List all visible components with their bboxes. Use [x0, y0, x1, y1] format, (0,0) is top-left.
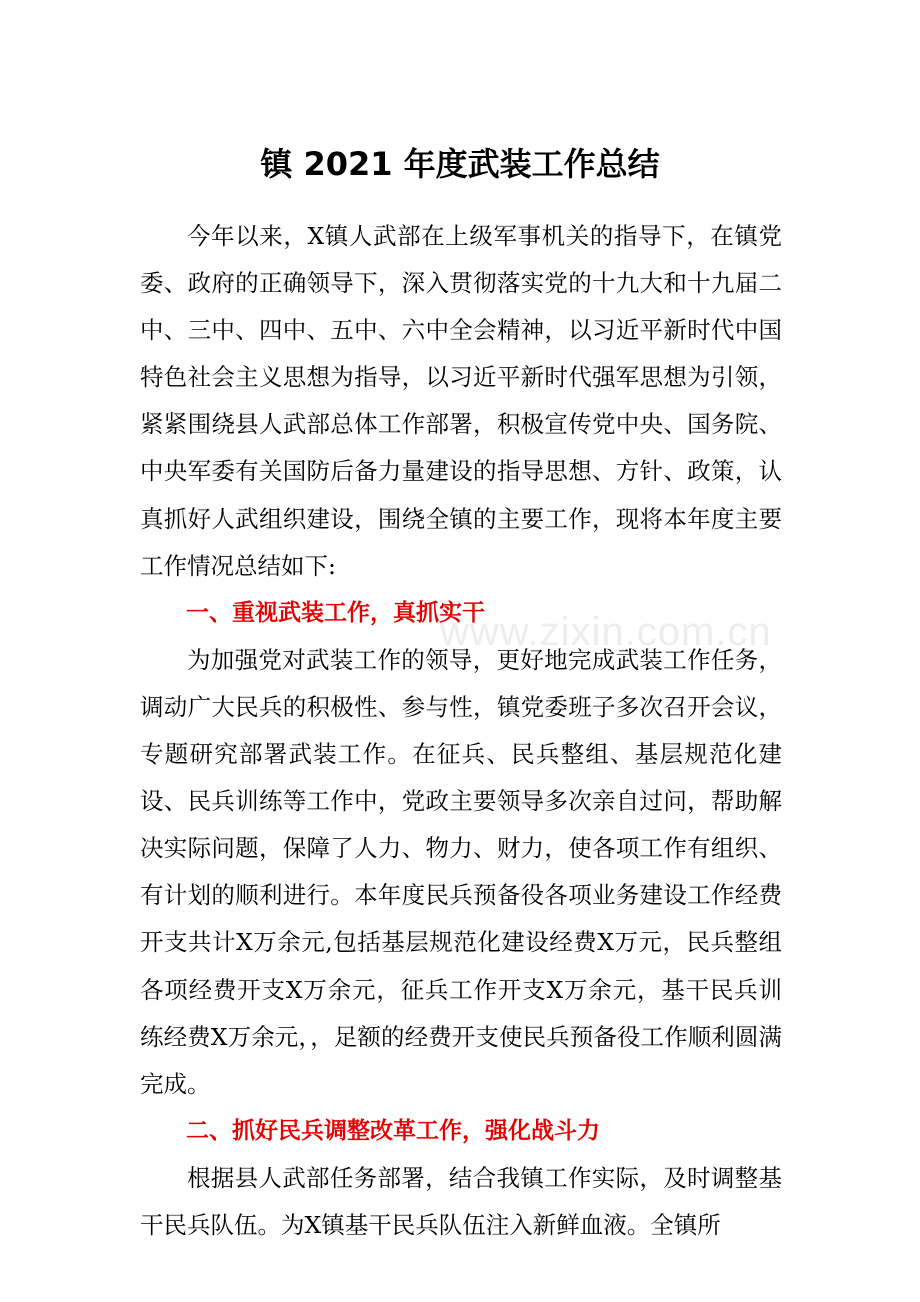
- document-body: [140, 213, 782, 1249]
- intro-paragraph: 今年以来，X镇人武部在上级军事机关的指导下，在镇党委、政府的正确领导下，深入贯彻落实党的十九大和十九届二中、三中、四中、五中、六中全会精神，以习近平新时代中国特色社会主义思想为指导，以习近平新时代强军思想为引领，紧紧围绕县人武部总体工作部署，积极宣传党中央、国务院、中央军委有关国防后备力量建设的指导思想、方针、政策，认真抓好人武组织建设，围绕全镇的主要工作，现将本年度主要工作情况总结如下:: [140, 222, 782, 580]
- section-1-paragraph: 为加强党对武装工作的领导，更好地完成武装工作任务，调动广大民兵的积极性、参与性，镇党委班子多次召开会议，专题研究部署武装工作。在征兵、民兵整组、基层规范化建设、民兵训练等工作中，党政主要领导多次亲自过问，帮助解决实际问题，保障了人力、物力、财力，使各项工作有组织、有计划的顺利进行。本年度民兵预备役各项业务建设工作经费开支共计X万余元,包括基层规范化建设经费X万元，民兵整组各项经费开支X万余元，征兵工作开支X万余元，基干民兵训练经费X万余元，，足额的经费开支使民兵预备役工作顺利圆满完成。: [140, 645, 782, 1098]
- watermark-text: www.zixin.com.cn: [440, 610, 772, 654]
- section-2-paragraph: 根据县人武部任务部署，结合我镇工作实际，及时调整基干民兵队伍。为X镇基干民兵队伍注入新鲜血液。全镇所: [140, 1163, 782, 1239]
- document-title: 镇 2021 年度武装工作总结: [260, 145, 660, 183]
- section-1-heading: 一、重视武装工作，真抓实干: [186, 599, 485, 626]
- section-2-heading: 二、抓好民兵调整改革工作，强化战斗力: [186, 1117, 600, 1144]
